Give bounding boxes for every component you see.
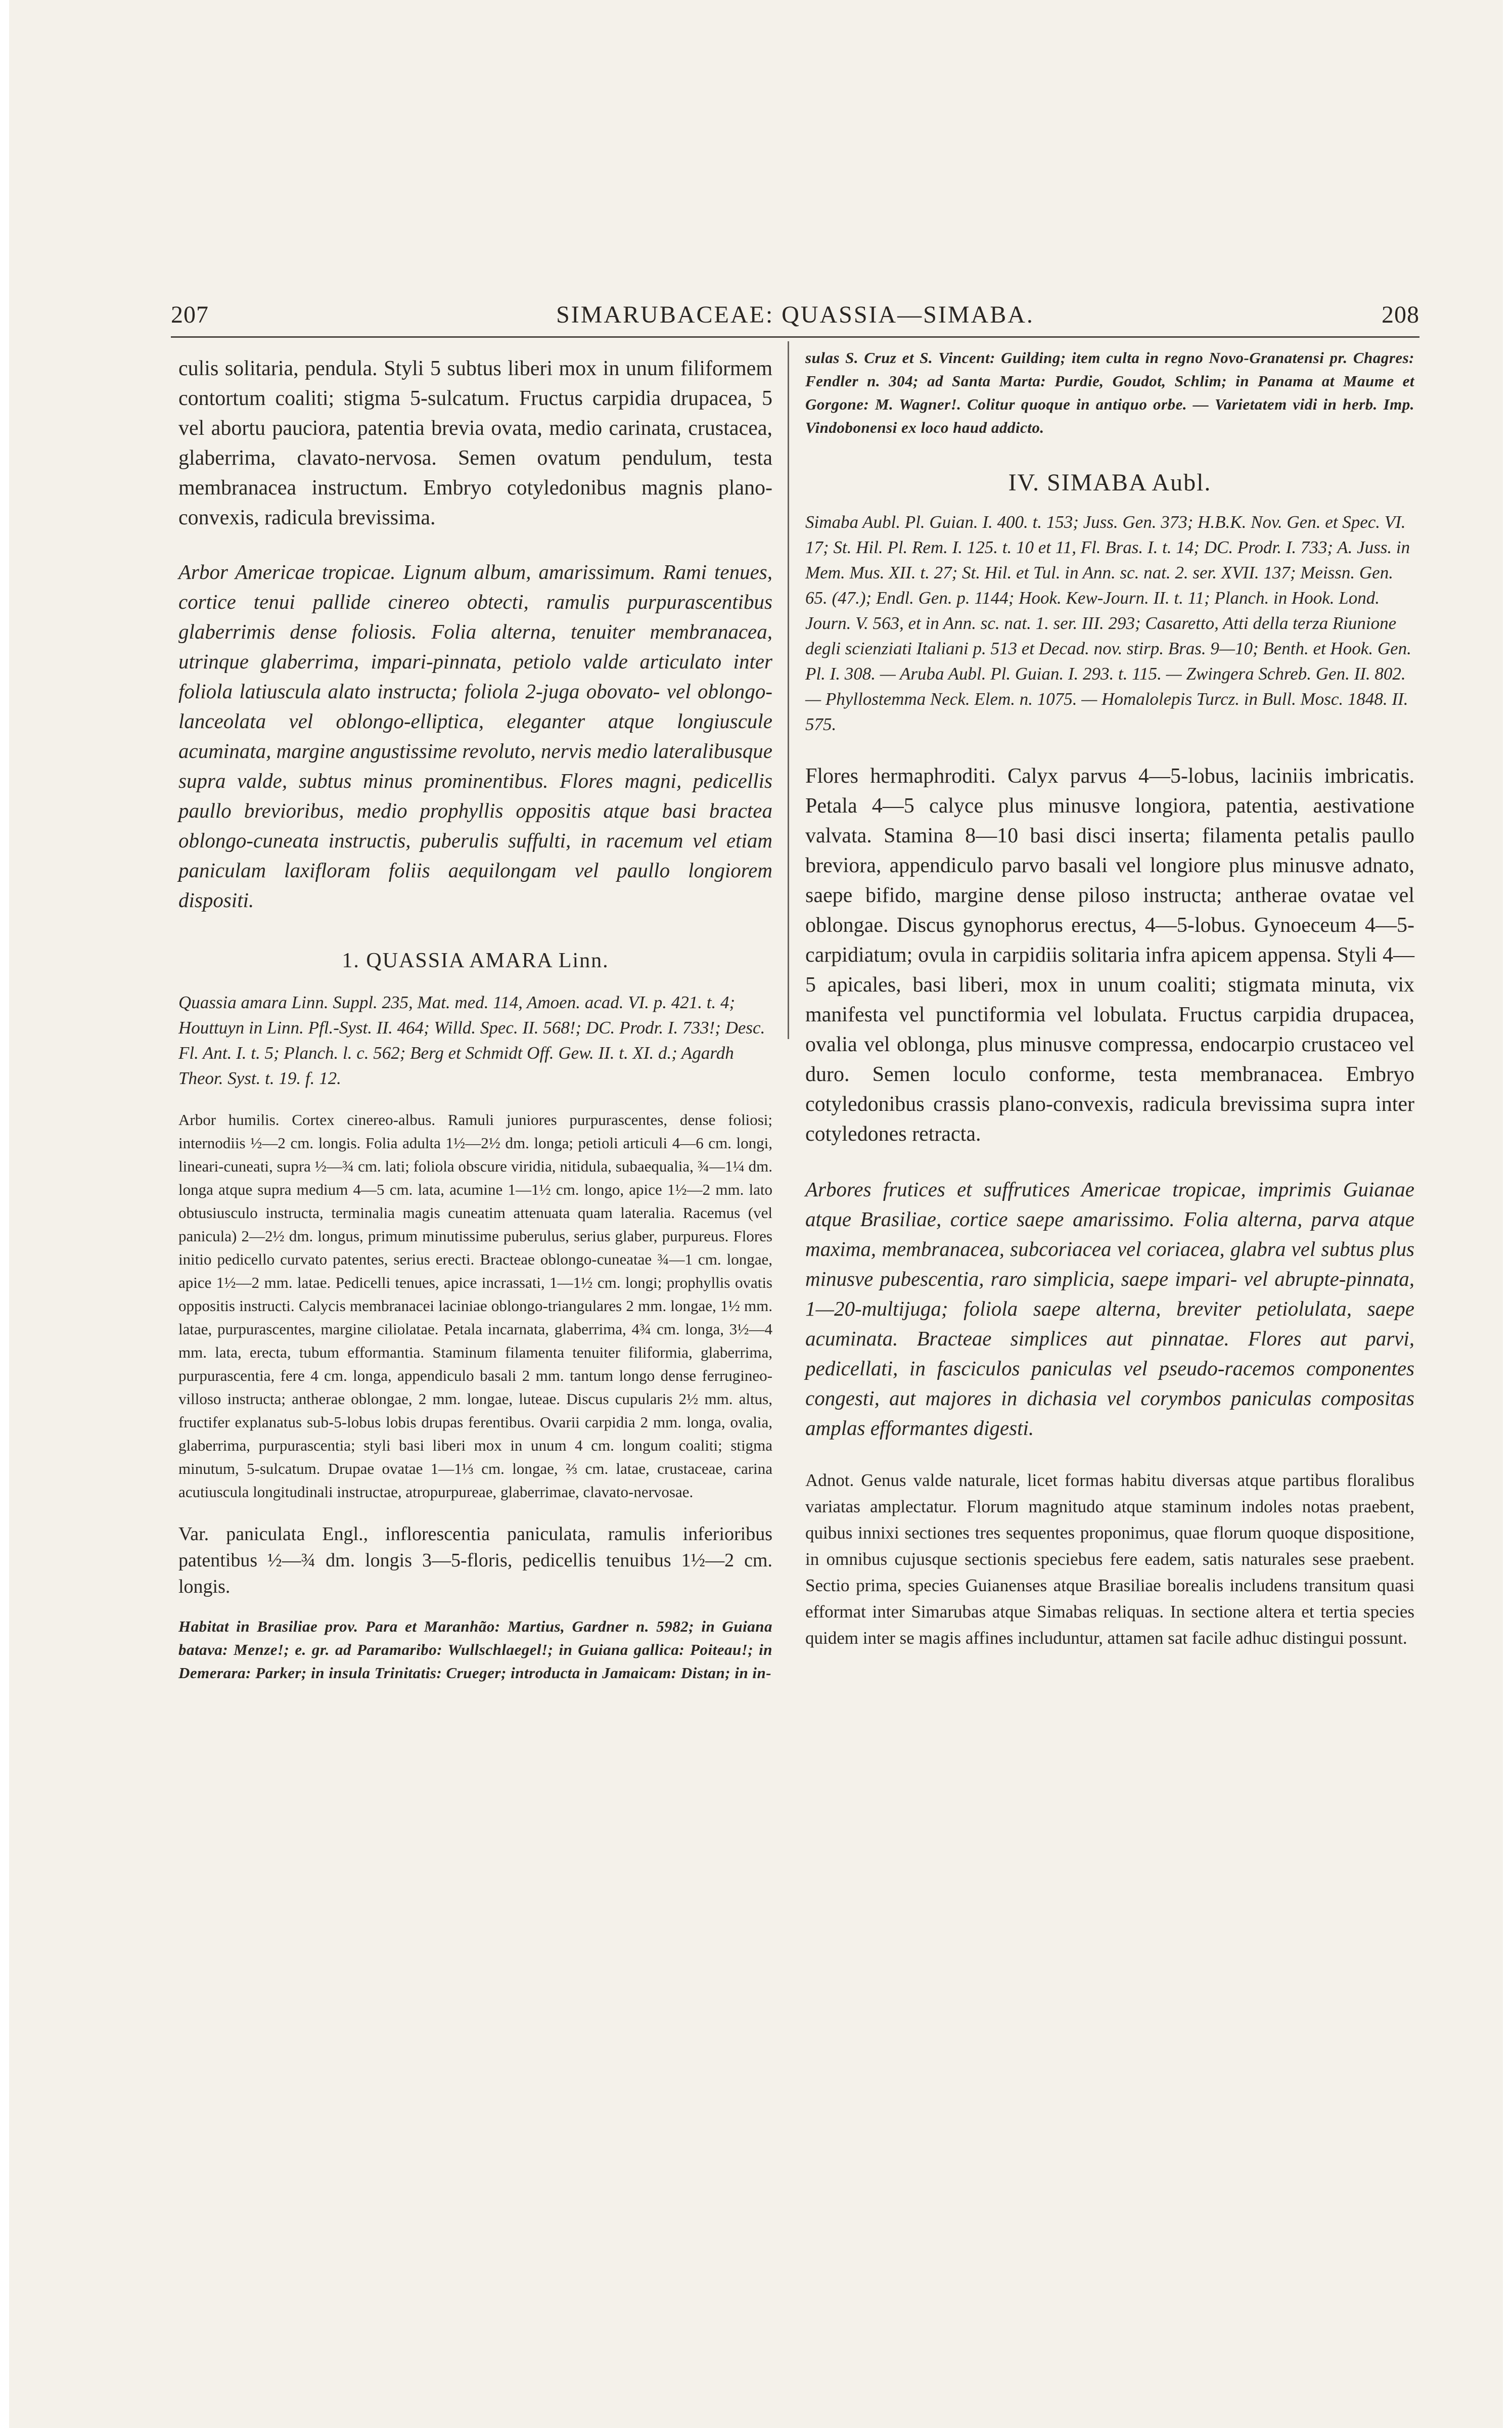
species-description: Arbor humilis. Cortex cinereo-albus. Ramuli juniores purpurascentes, dense foliosi; internodiis ½—2 cm. longis. Folia adulta 1½—2½ dm. longa; petioli articuli 4—6 cm. longi, lineari-cuneati, supra ½—¾ cm. lati; foliola obscure viridia, nitidula, subaequalia, ¾—1¼ dm. longa atque supra medium 4—5 cm. lata, acumine 1—1½ cm. longo, apice 1½—2 mm. lato obtusiusculo instructa, terminalia magis cuneatim attenuata quam lateralia. Racemus (vel panicula) 2—2½ dm. longus, primum minutissime puberulus, serius glaber, purpureus. Flores initio pedicello curvato patentes, serius erecti. Bracteae oblongo-cuneatae ¾—1 cm. longae, apice 1½—2 mm. latae. Pedicelli tenues, apice incrassati, 1—1½ cm. longi; prophyllis ovatis oppositis instructi. Calycis membranacei laciniae oblongo-triangulares 2 mm. longae, 1½ mm. latae, purpurascentes, margine ciliolatae. Petala incarnata, glaberrima, 4¾ cm. longa, 3½—4 mm. lata, erecta, tubum efformantia. Staminum filamenta tenuiter filiformia, glaberrima, purpurascentia, fere 4 cm. longa, appendiculo basali 2 mm. tantum longo dense ferrugineo-villoso instructa; antherae oblongae, 2 mm. longae, luteae. Discus cupularis 2½ mm. altus, fructifer explanatus sub-5-lobus lobis drupas ferentibus. Ovarii carpidia 2 mm. longa, ovalia, glaberrima, purpurascentia; styli basi liberi mox in unum 4 cm. longum coaliti; stigma minutum, 5-sulcatum. Drupae ovatae 1—1⅓ cm. longae, ⅔ cm. latae, crustaceae, carina acutiuscula longitudinali instructae, atropurpureae, glaberrimae, clavato-nervosae.	[178, 1111, 772, 1501]
header-rule	[171, 336, 1419, 338]
genus-references: Simaba Aubl. Pl. Guian. I. 400. t. 153; Juss. Gen. 373; H.B.K. Nov. Gen. et Spec. VI. 17; St. Hil. Pl. Rem. I. 125. t. 10 et 11, Fl. Bras. I. t. 14; DC. Prodr. I. 733; A. Juss. in Mem. Mus. XII. t. 27; St. Hil. et Tul. in Ann. sc. nat. 2. ser. XVII. 137; Meissn. Gen. 65. (47.); Endl. Gen. p. 1144; Hook. Kew-Journ. II. t. 11; Planch. in Hook. Lond. Journ. V. 563, et in Ann. sc. nat. 1. ser. III. 293; Casaretto, Atti della terza Riunione degli scienziati Italiani p. 513 et Decad. nov. stirp. Bras. 9—10; Benth. et Hook. Gen. Pl. I. 308. — Aruba Aubl. Pl. Guian. I. 293. t. 115. — Zwingera Schreb. Gen. II. 802. — Phyllostemma Neck. Elem. n. 1075. — Homalolepis Turcz. in Bull. Mosc. 1848. II. 575.	[805, 512, 1411, 734]
adnotatio-paragraph: Adnot. Genus valde naturale, licet formas habitu diversas atque partibus floralibus variatas amplectatur. Florum magnitudo atque staminum indoles notas praebent, quibus innixi sectiones tres sequentes proponimus, quae florum quoque dispositione, in omnibus cujusque sectionis speciebus fere eadem, satis naturales sese praebent. Sectio prima, species Guianenses atque Brasiliae borealis includens transitum quasi efformat inter Simarubas atque Simabas reliquas. In sectione altera et tertia species quidem inter se magis affines includuntur, attamen sat facile adhuc distingui possunt.	[805, 1470, 1414, 1648]
genus-habit-paragraph: Arbor Americae tropicae. Lignum album, amarissimum. Rami tenues, cortice tenui pallide cinereo obtecti, ramulis purpurascentibus glaberrimis dense foliosis. Folia alterna, tenuiter membranacea, utrinque glaberrima, impari-pinnata, petiolo valde articulato inter foliola latiuscula alato instructa; foliola 2-juga obovato- vel oblongo-lanceolata vel oblongo-elliptica, eleganter atque longiuscule acuminata, margine angustissime revoluto, nervis medio lateralibusque supra valde, subtus minus prominentibus. Flores magni, pedicellis paullo brevioribus, medio prophyllis oppositis atque basi bractea oblongo-cuneata instructis, puberulis suffulti, in racemum vel etiam paniculam laxifloram foliis aequilongam vel paullo longiorem dispositi.	[178, 560, 772, 912]
genus-description-end: culis solitaria, pendula. Styli 5 subtus liberi mox in unum filiformem contortum coaliti; stigma 5-sulcatum. Fructus carpidia drupacea, 5 vel abortu pauciora, patentia brevia ovata, medio carinata, crustacea, glaberrima, clavato-nervosa. Semen ovatum pendulum, testa membranacea instructum. Embryo cotyledonibus magnis plano-convexis, radicula brevissima.	[178, 357, 772, 529]
left-column	[178, 354, 772, 1685]
species-references: Quassia amara Linn. Suppl. 235, Mat. med. 114, Amoen. acad. VI. p. 421. t. 4; Houttuyn in Linn. Pfl.-Syst. II. 464; Willd. Spec. II. 568!; DC. Prodr. I. 733!; Desc. Fl. Ant. I. t. 5; Planch. l. c. 562; Berg et Schmidt Off. Gew. II. t. XI. d.; Agardh Theor. Syst. t. 19. f. 12.	[178, 993, 765, 1088]
genus-habit-paragraph-right: Arbores frutices et suffrutices Americae tropicae, imprimis Guianae atque Brasiliae, cortice saepe amarissimo. Folia alterna, parva atque maxima, membranacea, subcoriacea vel coriacea, glabra vel subtus plus minusve pubescentia, raro simplicia, saepe impari- vel abrupte-pinnata, 1—20-multijuga; foliola saepe alterna, breviter petiolulata, saepe acuminata. Bracteae simplices aut pinnatae. Flores aut parvi, pedicellati, in fasciculos paniculas vel pseudo-racemos componentes congesti, aut majores in dichasia vel corymbos paniculas compositas amplas efformantes digesti.	[805, 1178, 1414, 1440]
variety-paragraph: Var. paniculata Engl., inflorescentia paniculata, ramulis inferioribus patentibus ½—¾ dm. longis 3—5-floris, pedicellis tenuibus 1½—2 cm. longis.	[178, 1523, 772, 1597]
page-number-left: 207	[171, 301, 209, 328]
habitat-continuation: sulas S. Cruz et S. Vincent: Guilding; item culta in regno Novo-Granatensi pr. Chagres: Fendler n. 304; ad Santa Marta: Purdie, Goudot, Schlim; in Panama at Maume et Gorgone: M. Wagner!. Colitur quoque in antiquo orbe. — Varietatem vidi in herb. Imp. Vindobonensi ex loco haud addicto.	[805, 349, 1414, 436]
page-number-right: 208	[1382, 301, 1419, 328]
running-title: SIMARUBACEAE: QUASSIA—SIMABA.	[556, 301, 1034, 328]
habitat-paragraph: Habitat in Brasiliae prov. Para et Maranhão: Martius, Gardner n. 5982; in Guiana batava: Menze!; e. gr. ad Paramaribo: Wullschlaegel!; in Guiana gallica: Poiteau!; in Demerara: Parker; in insula Trinitatis: Crueger; introducta in Jamaicam: Distan; in in-	[178, 1617, 772, 1682]
right-column	[805, 346, 1414, 1651]
genus-heading: IV. SIMABA Aubl.	[1008, 469, 1212, 496]
column-divider	[788, 341, 789, 1039]
species-heading: 1. QUASSIA AMARA Linn.	[342, 949, 609, 972]
genus-characters: Flores hermaphroditi. Calyx parvus 4—5-lobus, laciniis imbricatis. Petala 4—5 calyce plus minusve longiora, patentia, aestivatione valvata. Stamina 8—10 basi disci inserta; filamenta petalis paullo breviora, appendiculo parvo basali vel longiore plus minusve adnato, saepe bifido, margine dense piloso instructa; antherae ovatae vel oblongae. Discus gynophorus erectus, 4—5-lobus. Gynoeceum 4—5-carpidiatum; ovula in carpidiis solitaria infra apicem appensa. Styli 4—5 apicales, basi liberi, mox in unum coaliti; stigmata minuta, vix manifesta vel punctiformia vel lobulata. Fructus carpidia drupacea, ovalia vel oblonga, plus minusve compressa, endocarpio crustaceo vel duro. Semen loculo conforme, testa membranacea. Embryo cotyledonibus crassis plano-convexis, radicula brevissima supra inter cotyledones retracta.	[805, 765, 1414, 1146]
book-page	[9, 0, 1503, 2428]
